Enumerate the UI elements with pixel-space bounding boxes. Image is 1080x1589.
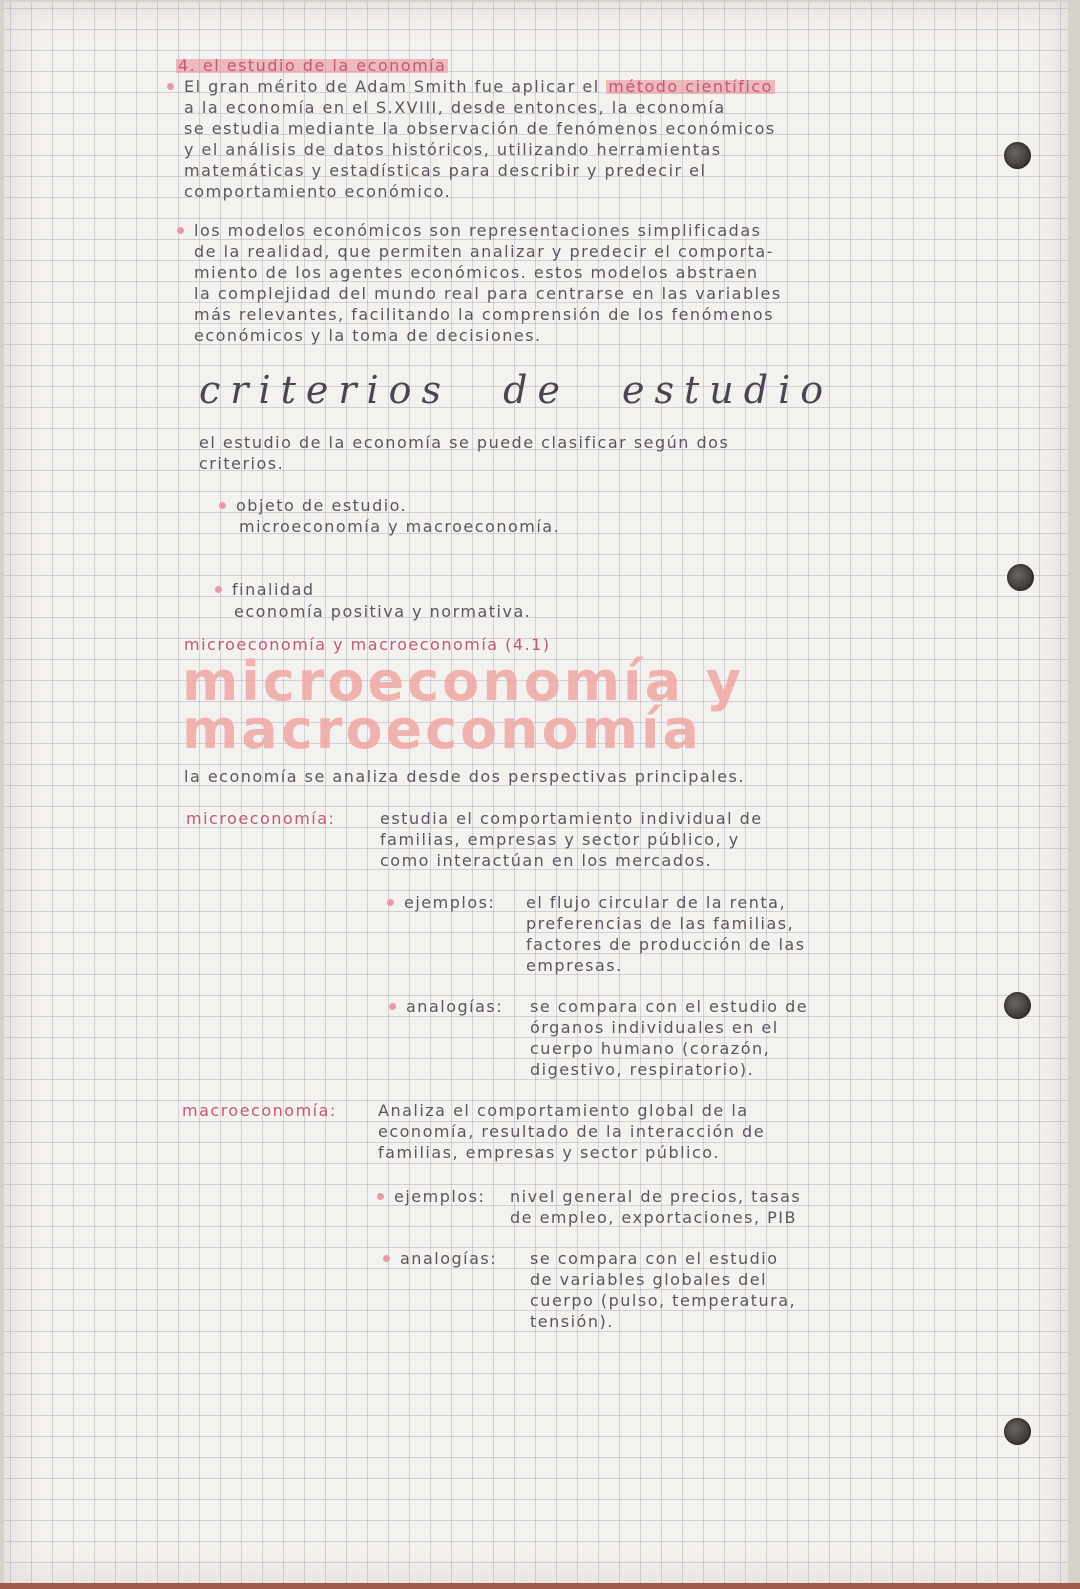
micro-analogies-label: analogías: <box>406 997 504 1016</box>
criterio-objeto-title: objeto de estudio. <box>236 496 408 515</box>
macro-analogies-label: analogías: <box>400 1249 498 1268</box>
criterio-finalidad-title: finalidad <box>232 580 315 599</box>
macro-definition: Analiza el comportamiento global de la economía, resultado de la interacción de familias, empresas y sector público. <box>378 1101 766 1162</box>
paragraph-adam-smith <box>184 76 984 202</box>
micro-analogies-text: se compara con el estudio de órganos individuales en el cuerpo humano (corazón, digestivo, respiratorio). <box>530 997 809 1079</box>
big-title-line2: macroeconomía <box>182 698 702 761</box>
binder-hole-icon <box>1004 992 1031 1019</box>
heading-highlight: 4. el estudio de la economía <box>178 56 447 75</box>
macro-analogies-text: se compara con el estudio de variables globales del cuerpo (pulso, temperatura, tensión). <box>530 1249 797 1331</box>
perspectivas-text: la economía se analiza desde dos perspectivas principales. <box>184 767 745 786</box>
paragraph-modelos: los modelos económicos son representaciones simplificadas de la realidad, que permiten analizar y predecir el comporta- miento de los agentes económicos. estos modelos abstraen la complejidad del mundo real para centrarse en las variables más relevantes, facilitando la comprensión de los fenómenos económicos y la toma de decisiones. <box>194 220 974 346</box>
criterios-title: criterios de estudio <box>199 368 834 412</box>
big-title-line1: microeconomía y <box>182 650 745 713</box>
para1-highlight: método científico <box>608 77 773 96</box>
para1-rest: a la economía en el S.XVIII, desde entonces, la economía se estudia mediante la observación de fenómenos económicos y el análisis de datos históricos, utilizando herramientas matemáticas y estadísticas para describir y predecir el comportamiento económico. <box>184 98 776 201</box>
criterios-intro: el estudio de la economía se puede clasificar según dos criterios. <box>199 433 730 473</box>
para1-prefix: El gran mérito de Adam Smith fue aplicar el <box>184 77 607 96</box>
notebook-page <box>4 2 1068 1584</box>
micro-examples-label: ejemplos: <box>404 893 496 912</box>
binder-hole-icon <box>1007 564 1034 591</box>
criterio-objeto-body: microeconomía y macroeconomía. <box>239 517 561 536</box>
macro-examples-label: ejemplos: <box>394 1187 486 1206</box>
macro-examples-text: nivel general de precios, tasas de empleo, exportaciones, PIB <box>510 1187 802 1227</box>
binder-hole-icon <box>1004 142 1031 169</box>
binder-hole-icon <box>1004 1418 1031 1445</box>
page-edge <box>0 1583 1080 1589</box>
macro-label: macroeconomía: <box>182 1101 337 1120</box>
criterio-finalidad-body: economía positiva y normativa. <box>234 602 532 621</box>
subsection-subtitle: microeconomía y macroeconomía (4.1) <box>184 635 551 654</box>
micro-definition: estudia el comportamiento individual de familias, empresas y sector público, y como interactúan en los mercados. <box>380 809 763 870</box>
micro-label: microeconomía: <box>186 809 336 828</box>
micro-examples-text: el flujo circular de la renta, preferencias de las familias, factores de producción de las empresas. <box>526 893 806 975</box>
section-heading <box>176 34 448 76</box>
